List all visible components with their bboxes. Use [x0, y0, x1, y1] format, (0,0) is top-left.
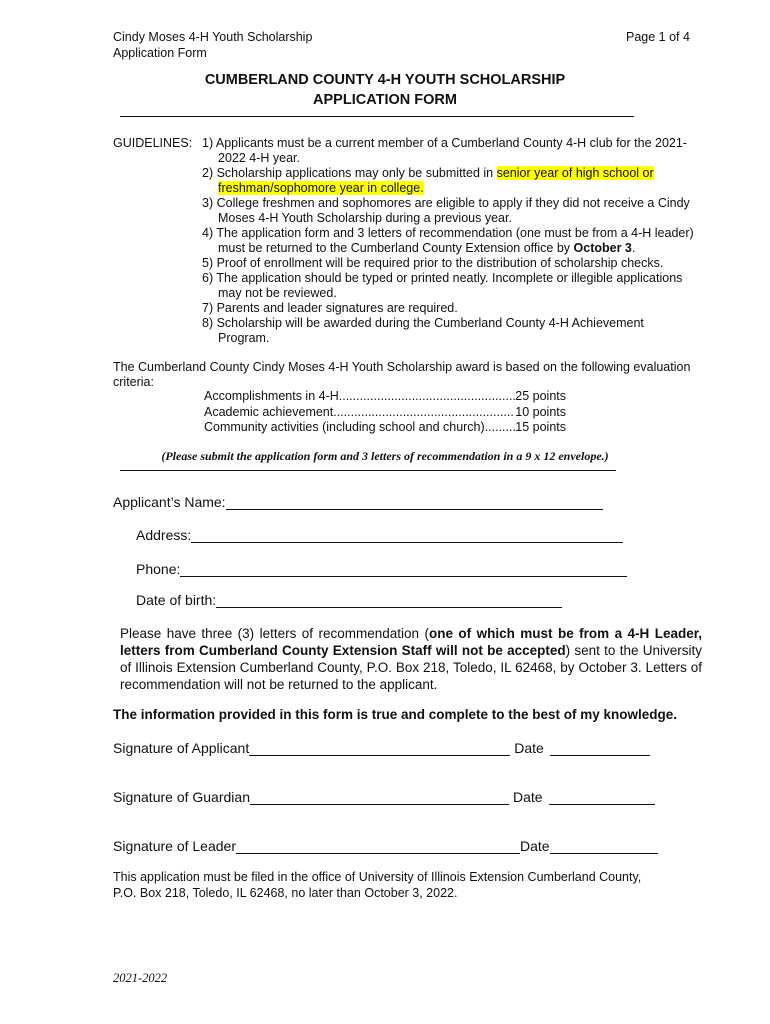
- note-divider: [120, 470, 616, 471]
- title-divider: [120, 116, 634, 117]
- criterion-label: Community activities (including school and church): [204, 420, 485, 434]
- applicant-signature-label: Signature of Applicant: [113, 740, 250, 756]
- recommendation-text-end: ) sent to the University of Illinois Extension Cumberland County, P.O. Box 218, Toledo, IL 62468, by October 3. Letters of recommendation will not be returned to the applicant.: [120, 643, 702, 692]
- guideline-3: [202, 196, 702, 226]
- leader-date-input[interactable]: [550, 838, 658, 854]
- criterion-row: [204, 405, 566, 421]
- guideline-2-highlight-b: freshman/sophomore year in college.: [218, 181, 424, 195]
- date-of-birth-field[interactable]: [136, 592, 562, 608]
- criterion-points: 15 points: [515, 420, 566, 434]
- applicant-name-field[interactable]: [113, 494, 603, 510]
- recommendation-instructions: [120, 625, 702, 693]
- applicant-name-input[interactable]: [226, 494, 603, 510]
- guideline-2-text: 2) Scholarship applications may only be submitted in: [202, 166, 497, 180]
- address-input[interactable]: [191, 527, 623, 543]
- guideline-6: [202, 271, 702, 301]
- leader-dots: [333, 405, 515, 421]
- guardian-signature-input[interactable]: [250, 789, 509, 805]
- guideline-4-deadline: October 3: [573, 241, 632, 255]
- footer-year: 2021-2022: [113, 971, 168, 985]
- guideline-8: [202, 316, 702, 346]
- guideline-2: [202, 166, 702, 196]
- leader-dots: [339, 389, 516, 405]
- guardian-date-label: Date: [512, 789, 543, 805]
- certification-statement: The information provided in this form is true and complete to the best of my knowledge.: [113, 707, 678, 722]
- applicant-date-input[interactable]: [550, 740, 650, 756]
- leader-signature-input[interactable]: [236, 838, 520, 854]
- filing-line-1: This application must be filed in the office of University of Illinois Extension Cumberland County,: [113, 870, 642, 884]
- phone-input[interactable]: [180, 561, 627, 577]
- envelope-note: (Please submit the application form and 3 letters of recommendation in a 9 x 12 envelope.): [161, 449, 609, 463]
- running-header: [113, 29, 312, 61]
- evaluation-intro-line-a: The Cumberland County Cindy Moses 4-H Youth Scholarship award is based on the following evaluation: [113, 360, 691, 374]
- guideline-1: [202, 136, 702, 166]
- criterion-label: Academic achievement: [204, 404, 334, 419]
- criterion-label: Accomplishments in 4-H: [204, 389, 339, 403]
- title-line-1: CUMBERLAND COUNTY 4-H YOUTH SCHOLARSHIP: [204, 72, 566, 88]
- guideline-5: 5) Proof of enrollment will be required prior to the distribution of scholarship checks.: [202, 256, 664, 270]
- phone-label: Phone:: [136, 561, 181, 577]
- date-of-birth-input[interactable]: [216, 592, 562, 608]
- applicant-name-label: Applicant’s Name:: [113, 494, 226, 510]
- guardian-date-input[interactable]: [549, 789, 655, 805]
- applicant-signature-input[interactable]: [249, 740, 510, 756]
- criterion-points: 25 points: [515, 389, 566, 403]
- guideline-8-line-b: Program.: [218, 331, 270, 345]
- criteria-list: [204, 389, 566, 436]
- guardian-signature-label: Signature of Guardian: [113, 789, 250, 805]
- leader-signature-label: Signature of Leader: [113, 838, 236, 854]
- guideline-4: [202, 226, 702, 256]
- leader-dots: [485, 420, 516, 436]
- criterion-row: [204, 389, 566, 405]
- criterion-points: 10 points: [515, 404, 566, 419]
- evaluation-intro: [113, 360, 713, 390]
- address-label: Address:: [136, 527, 192, 543]
- guideline-4-line-a: 4) The application form and 3 letters of recommendation (one must be from a 4-H leader): [202, 226, 694, 240]
- recommendation-requirement: one of which must be from a 4-H Leader, letters from Cumberland County Extension Staff will not be accepted: [120, 626, 702, 658]
- header-form-name: Application Form: [113, 46, 207, 60]
- guidelines-label: GUIDELINES:: [113, 136, 193, 150]
- header-scholarship-name: Cindy Moses 4-H Youth Scholarship: [113, 30, 313, 44]
- guideline-4-line-b: must be returned to the Cumberland County Extension office by: [218, 241, 574, 255]
- applicant-signature-field[interactable]: [113, 740, 650, 756]
- applicant-date-label: Date: [514, 740, 544, 756]
- guideline-6-line-b: may not be reviewed.: [218, 286, 337, 300]
- page-title: [0, 70, 770, 110]
- recommendation-text-start: Please have three (3) letters of recommendation (: [120, 626, 429, 641]
- filing-line-2: P.O. Box 218, Toledo, IL 62468, no later than October 3, 2022.: [113, 886, 458, 900]
- leader-date-label: Date: [519, 838, 550, 854]
- guideline-8-line-a: 8) Scholarship will be awarded during the Cumberland County 4-H Achievement: [202, 316, 644, 330]
- guideline-1-line-a: 1) Applicants must be a current member of a Cumberland County 4-H club for the 2021-: [202, 136, 687, 150]
- criterion-row: [204, 420, 566, 436]
- filing-instructions: [113, 869, 713, 901]
- guidelines-list: [202, 136, 702, 346]
- guardian-signature-field[interactable]: [113, 789, 655, 805]
- leader-signature-field[interactable]: [113, 838, 658, 854]
- title-line-2: APPLICATION FORM: [313, 92, 457, 108]
- phone-field[interactable]: [136, 561, 627, 577]
- date-of-birth-label: Date of birth:: [136, 592, 217, 608]
- guideline-3-line-b: Moses 4-H Youth Scholarship during a previous year.: [218, 211, 512, 225]
- guideline-4-period: .: [631, 241, 636, 255]
- evaluation-intro-line-b: criteria:: [113, 375, 154, 389]
- guideline-7: 7) Parents and leader signatures are required.: [202, 301, 458, 315]
- page-number: Page 1 of 4: [626, 30, 690, 44]
- guideline-2-highlight-a: senior year of high school or: [496, 166, 654, 180]
- guideline-6-line-a: 6) The application should be typed or printed neatly. Incomplete or illegible applications: [202, 271, 683, 285]
- guideline-3-line-a: 3) College freshmen and sophomores are eligible to apply if they did not receive a Cindy: [202, 196, 690, 210]
- address-field[interactable]: [136, 527, 623, 543]
- guideline-1-line-b: 2022 4-H year.: [218, 151, 300, 165]
